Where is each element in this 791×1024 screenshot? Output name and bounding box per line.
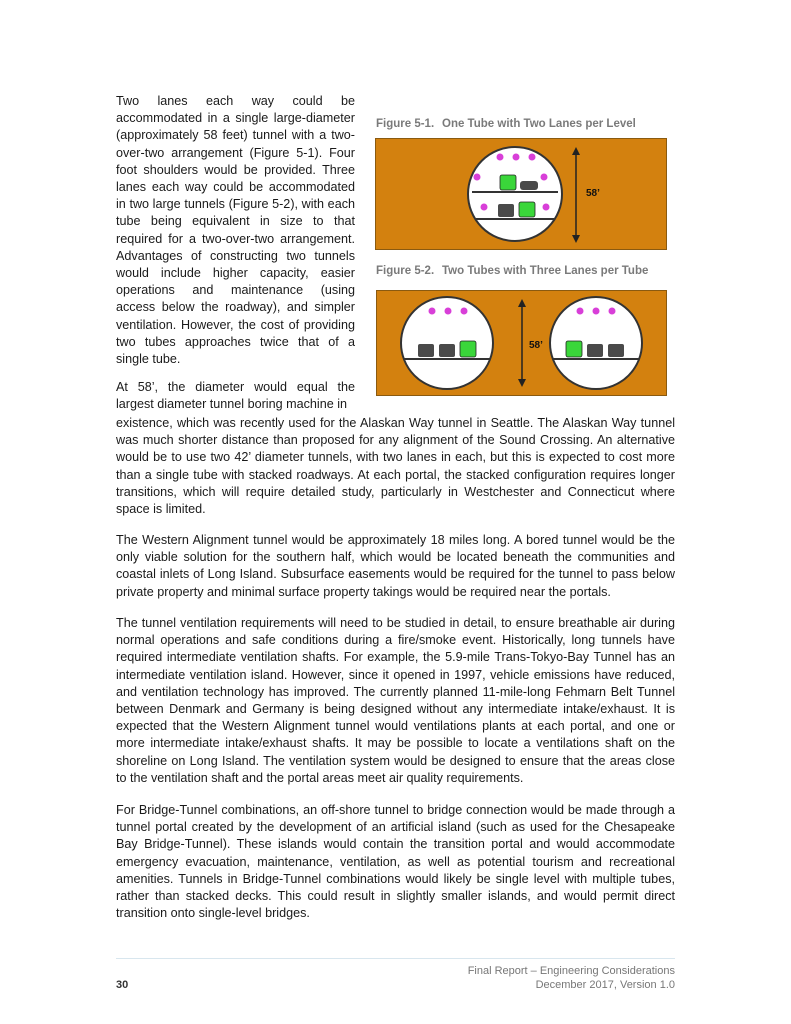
vent-light <box>497 154 504 161</box>
car-icon <box>587 344 603 357</box>
paragraph-ventilation: The tunnel ventilation requirements will need to be studied in detail, to ensure breathable air during normal operations and safe conditions during a fire/smoke event. Historically, long tunnels have required intermediate ventilation shafts. For example, the 5.9-mile Trans-Tokyo-Bay Tunnel has an intermediate ventilation island. However, since it opened in 1997, vehicle emissions have reduced, and ventilation technology has improved. The currently planned 11-mile-long Fehmarn Belt Tunnel between Denmark and Germany is being designed without any intermediate intake/exhaust. It is expected that the Western Alignment tunnel would ventilations plants at each portal, and one or more intermediate intake/exhaust shafts. It may be possible to locate a ventilations shaft on the shoreline on Long Island. The ventilation system would be designed to ensure that the areas close to the ventilation shaft and the portal areas meet air quality requirements. <box>116 616 675 785</box>
dimension-arrow-down <box>572 235 580 243</box>
dimension-arrow-up <box>518 299 526 307</box>
vent-light <box>543 204 550 211</box>
car-icon <box>608 344 624 357</box>
figure-5-1-drawing <box>376 139 666 249</box>
dimension-label: 58’ <box>529 340 543 351</box>
vent-light <box>513 154 520 161</box>
paragraph-ventilation-block <box>116 615 675 787</box>
vent-light <box>529 154 536 161</box>
figure-5-2-number: Figure 5-2. <box>376 265 435 277</box>
footer-divider <box>116 958 675 959</box>
footer-report-title: Final Report – Engineering Considerations <box>467 965 675 977</box>
figure-5-2-drawing <box>377 291 666 395</box>
tunnel-tube <box>468 147 562 241</box>
paragraph-tbm-start: At 58’, the diameter would equal the largest diameter tunnel boring machine in <box>116 380 355 412</box>
paragraph-western-alignment-block <box>116 532 675 601</box>
vent-light <box>577 308 584 315</box>
paragraph-bridge-tunnel: For Bridge-Tunnel combinations, an off-shore tunnel to bridge connection would be made through a tunnel portal created by the development of an artificial island (such as used for the Chesapeake Bay Bridge-Tunnel). These islands would contain the transition portal and would accommodate emergency evacuation, maintenance, ventilation, as well as potential tourism and recreational amenities. Tunnels in Bridge-Tunnel combinations would likely be single level with multiple tubes, rather than stacked decks. This could result in slightly smaller islands, and would permit direct transition onto single-level bridges. <box>116 803 675 921</box>
figure-5-2-caption <box>376 265 648 277</box>
left-column <box>116 93 355 414</box>
vent-light <box>481 204 488 211</box>
car-icon <box>520 181 538 190</box>
paragraph-western-alignment: The Western Alignment tunnel would be approximately 18 miles long. A bored tunnel would be the only viable solution for the southern half, which would be located beneath the communities and coastal inlets of Long Island. Subsurface easements would be required for the tunnel to pass below private property and minimal surface property takings would be required near the portals. <box>116 533 675 599</box>
vent-light <box>429 308 436 315</box>
bus-icon <box>566 341 582 357</box>
vent-light <box>461 308 468 315</box>
dimension-arrow-up <box>572 147 580 155</box>
vent-light <box>593 308 600 315</box>
vent-light <box>474 174 481 181</box>
figure-5-1-number: Figure 5-1. <box>376 118 435 130</box>
figure-5-1-diagram <box>375 138 667 250</box>
paragraph-intro: Two lanes each way could be accommodated in a single large-diameter (approximately 58 feet) tunnel with a two-over-two arrangement (Figure 5-1). Four foot shoulders would be provided. Three lanes each way could be accommodated in two large tunnels (Figure 5-2), with each tube being equivalent in size to that required for a two-over-two arrangement. Advantages of constructing two tunnels would include higher capacity, easier operations and maintenance (using access below the roadway), and simpler ventilation. However, the cost of providing two tubes approaches twice that of a single tube. <box>116 94 355 367</box>
footer-date-version: December 2017, Version 1.0 <box>535 979 675 991</box>
figure-5-2-diagram <box>376 290 667 396</box>
paragraph-tbm-rest <box>116 415 675 518</box>
bus-icon <box>519 202 535 217</box>
figure-5-1-title: One Tube with Two Lanes per Level <box>442 118 636 130</box>
paragraph-bridge-tunnel-block <box>116 802 675 922</box>
paragraph-alaskan-way: existence, which was recently used for the Alaskan Way tunnel in Seattle. The Alaskan Way tunnel was much shorter distance than proposed for any alignment of the Sound Crossing. An alternative would be to use two 42’ diameter tunnels, with two lanes in each, but this is expected to cost more than a single tube with stacked roadways. At each portal, the stacked configuration requires longer transitions, which will require detailed study, particularly in Westchester and Connecticut where space is limited. <box>116 416 675 517</box>
footer-report-info <box>468 964 675 992</box>
dimension-label: 58’ <box>586 188 600 199</box>
dimension-arrow-down <box>518 379 526 387</box>
vent-light <box>609 308 616 315</box>
figure-5-2-title: Two Tubes with Three Lanes per Tube <box>442 265 649 277</box>
figure-5-1-caption <box>376 118 636 130</box>
bus-icon <box>460 341 476 357</box>
bus-icon <box>500 175 516 190</box>
car-icon <box>418 344 434 357</box>
vent-light <box>541 174 548 181</box>
page-number: 30 <box>116 979 129 991</box>
car-icon <box>439 344 455 357</box>
vent-light <box>445 308 452 315</box>
car-icon <box>498 204 514 217</box>
